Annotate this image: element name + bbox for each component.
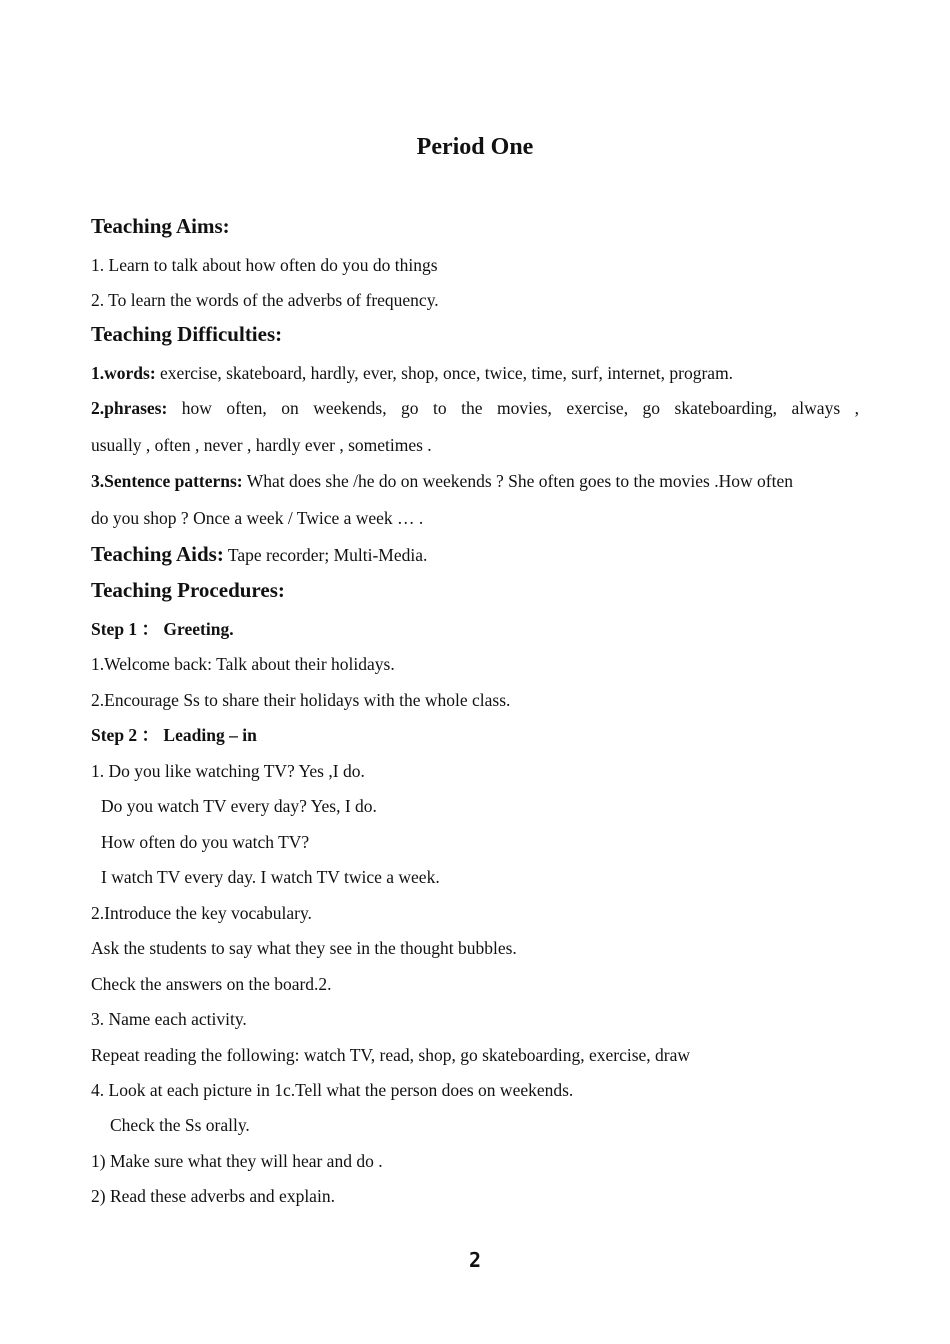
step2-line: 2) Read these adverbs and explain.	[91, 1186, 335, 1206]
step2-line: Check the answers on the board.2.	[91, 974, 332, 994]
phrase-word: to	[433, 398, 447, 418]
step2-line: 4. Look at each picture in 1c.Tell what the person does on weekends.	[91, 1080, 574, 1100]
phrase-word: always	[791, 398, 841, 418]
phrase-word: the	[461, 398, 483, 418]
page-number: 2	[468, 1248, 482, 1272]
difficulties-words	[91, 362, 859, 384]
phrase-word: exercise,	[566, 398, 629, 418]
aids-line	[91, 543, 859, 566]
step1-line-1: 1.Welcome back: Talk about their holidays.	[91, 654, 395, 674]
aims-item-2: 2. To learn the words of the adverbs of frequency.	[91, 290, 439, 310]
phrase-word: go	[401, 398, 419, 418]
phrase-word: how	[181, 398, 212, 418]
phrase-word: ,	[854, 398, 859, 418]
phrase-word: go	[642, 398, 661, 418]
difficulties-phrases	[91, 397, 859, 419]
difficulties-sentences-line2: do you shop ? Once a week / Twice a week … .	[91, 508, 424, 528]
aims-heading: Teaching Aims:	[91, 214, 230, 238]
step2-line: Do you watch TV every day? Yes, I do.	[101, 796, 377, 816]
step2-title: Step 2 ： Leading – in	[91, 725, 257, 745]
sentences-label: 3.Sentence patterns:	[91, 471, 243, 491]
phrase-word: skateboarding,	[674, 398, 778, 418]
procedures-heading: Teaching Procedures:	[91, 578, 285, 602]
step2-line: 1. Do you like watching TV? Yes ,I do.	[91, 761, 365, 781]
words-text: exercise, skateboard, hardly, ever, shop, once, twice, time, surf, internet, program.	[155, 363, 734, 383]
page-title: Period One	[416, 134, 534, 160]
step1-line-2: 2.Encourage Ss to share their holidays with the whole class.	[91, 690, 511, 710]
step2-line: How often do you watch TV?	[101, 832, 310, 852]
step2-line: Repeat reading the following: watch TV, read, shop, go skateboarding, exercise, draw	[91, 1045, 691, 1065]
difficulties-sentences	[91, 470, 859, 492]
words-label: 1.words:	[91, 363, 156, 383]
step2-line: Ask the students to say what they see in the thought bubbles.	[91, 938, 517, 958]
step2-line: 2.Introduce the key vocabulary.	[91, 903, 312, 923]
step2-line: I watch TV every day. I watch TV twice a week.	[101, 867, 440, 887]
aids-text: Tape recorder; Multi-Media.	[223, 545, 428, 565]
aims-item-1: 1. Learn to talk about how often do you do things	[91, 255, 438, 275]
phrase-word: often,	[226, 398, 267, 418]
step2-line: Check the Ss orally.	[110, 1115, 250, 1135]
step2-line: 3. Name each activity.	[91, 1009, 247, 1029]
difficulties-phrases-line2: usually , often , never , hardly ever , sometimes .	[91, 435, 432, 455]
aids-heading: Teaching Aids:	[91, 542, 224, 566]
step2-line: 1) Make sure what they will hear and do .	[91, 1151, 383, 1171]
difficulties-heading: Teaching Difficulties:	[91, 322, 283, 346]
sentences-text: What does she /he do on weekends ? She often goes to the movies .How often	[242, 471, 793, 491]
phrase-word: movies,	[496, 398, 552, 418]
step1-title: Step 1 ： Greeting.	[91, 619, 234, 639]
phrase-word: weekends,	[313, 398, 387, 418]
phrases-label: 2.phrases:	[91, 398, 168, 418]
phrase-word: on	[281, 398, 299, 418]
